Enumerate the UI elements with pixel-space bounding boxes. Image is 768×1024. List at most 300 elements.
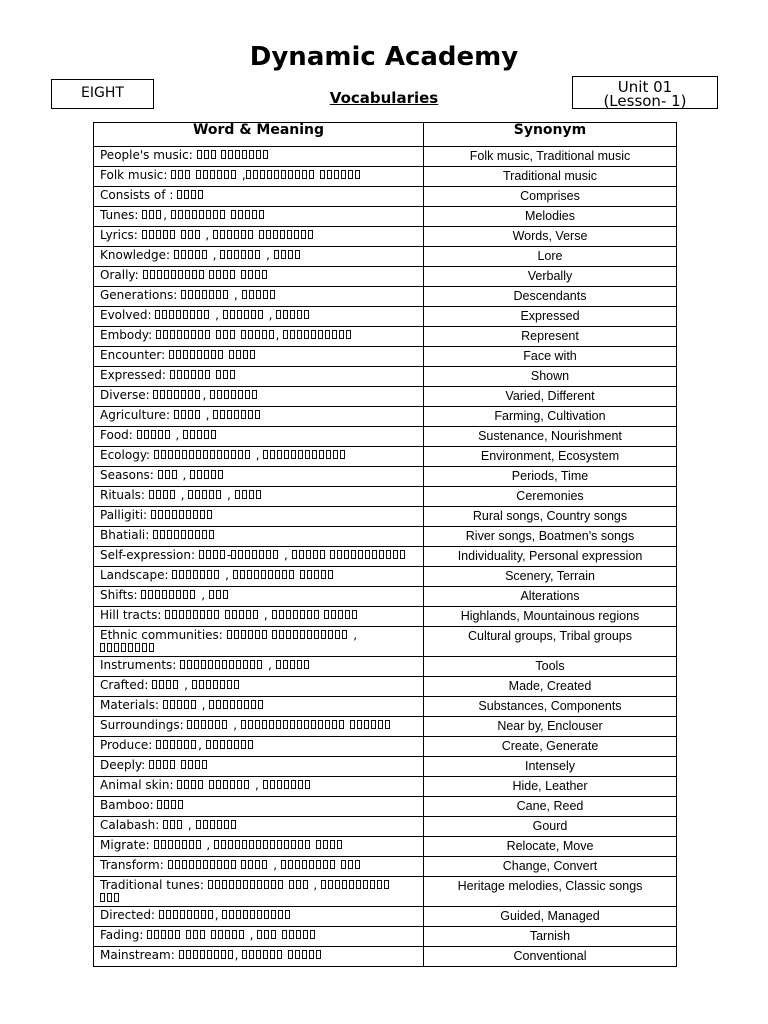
missing-glyph-box [236, 350, 241, 359]
missing-glyph-box [201, 910, 206, 919]
missing-glyph-run [179, 948, 235, 962]
missing-glyph-run [213, 228, 255, 242]
missing-glyph-box [191, 190, 196, 199]
missing-glyph-box [100, 643, 105, 652]
missing-glyph-box [259, 210, 264, 219]
missing-glyph-box [186, 950, 191, 959]
missing-glyph-box [303, 880, 308, 889]
missing-glyph-box [190, 590, 195, 599]
vocab-row [94, 817, 677, 837]
missing-glyph-box [154, 840, 159, 849]
missing-glyph-run [225, 608, 260, 622]
missing-glyph-box [182, 450, 187, 459]
missing-glyph-box [370, 880, 375, 889]
missing-glyph-box [225, 930, 230, 939]
synonym-cell: Create, Generate [424, 737, 677, 757]
missing-glyph-box [208, 660, 213, 669]
missing-glyph-box [144, 430, 149, 439]
missing-glyph-box [185, 170, 190, 179]
missing-glyph-box [308, 230, 313, 239]
missing-glyph-box [207, 950, 212, 959]
missing-glyph-box [169, 310, 174, 319]
missing-glyph-box [195, 390, 200, 399]
missing-glyph-box [371, 720, 376, 729]
missing-glyph-box [231, 860, 236, 869]
vocab-row [94, 927, 677, 947]
missing-glyph-box [216, 290, 221, 299]
missing-glyph-box [214, 610, 219, 619]
missing-glyph-box [378, 720, 383, 729]
missing-glyph-box [178, 800, 183, 809]
missing-glyph-box [283, 310, 288, 319]
missing-glyph-box [266, 550, 271, 559]
missing-glyph-box [316, 840, 321, 849]
missing-glyph-box [195, 290, 200, 299]
missing-glyph-box [128, 643, 133, 652]
missing-glyph-box [217, 820, 222, 829]
missing-glyph-box [156, 210, 161, 219]
missing-glyph-box [107, 893, 112, 902]
synonym-cell: Environment, Ecosystem [424, 447, 677, 467]
missing-glyph-box [223, 270, 228, 279]
missing-glyph-box [213, 550, 218, 559]
word-meaning-cell: Crafted: , [94, 677, 424, 697]
missing-glyph-box [314, 630, 319, 639]
missing-glyph-box [314, 570, 319, 579]
missing-glyph-box [220, 550, 225, 559]
missing-glyph-box [135, 643, 140, 652]
missing-glyph-run [229, 348, 257, 362]
missing-glyph-box [263, 840, 268, 849]
missing-glyph-box [218, 930, 223, 939]
missing-glyph-box [192, 210, 197, 219]
missing-glyph-box [200, 570, 205, 579]
missing-glyph-box [165, 470, 170, 479]
missing-glyph-box [189, 860, 194, 869]
missing-glyph-box [267, 170, 272, 179]
missing-glyph-box [156, 760, 161, 769]
missing-glyph-box [142, 643, 147, 652]
missing-glyph-run [241, 718, 346, 732]
missing-glyph-box [231, 550, 236, 559]
unit-number: Unit 01 [617, 78, 673, 96]
missing-glyph-run [281, 858, 337, 872]
missing-glyph-box [162, 310, 167, 319]
missing-glyph-box [365, 550, 370, 559]
missing-glyph-box [248, 270, 253, 279]
missing-glyph-box [330, 840, 335, 849]
missing-glyph-box [281, 860, 286, 869]
missing-glyph-box [186, 510, 191, 519]
missing-glyph-box [337, 840, 342, 849]
missing-glyph-box [223, 330, 228, 339]
missing-glyph-box [174, 530, 179, 539]
missing-glyph-box [350, 720, 355, 729]
missing-glyph-box [190, 350, 195, 359]
missing-glyph-box [270, 840, 275, 849]
missing-glyph-run [177, 188, 205, 202]
missing-glyph-box [214, 950, 219, 959]
missing-glyph-run [163, 698, 198, 712]
missing-glyph-box [286, 630, 291, 639]
vocab-row [94, 657, 677, 677]
missing-glyph-box [188, 760, 193, 769]
missing-glyph-box [220, 230, 225, 239]
missing-glyph-box [191, 740, 196, 749]
missing-glyph-box [249, 840, 254, 849]
missing-glyph-run [209, 268, 237, 282]
missing-glyph-box [235, 840, 240, 849]
synonym-cell: Rural songs, Country songs [424, 507, 677, 527]
missing-glyph-box [163, 330, 168, 339]
missing-glyph-box [291, 780, 296, 789]
missing-glyph-box [170, 700, 175, 709]
missing-glyph-box [158, 430, 163, 439]
missing-glyph-box [289, 570, 294, 579]
missing-glyph-run [197, 148, 218, 162]
missing-glyph-box [152, 680, 157, 689]
missing-glyph-box [195, 230, 200, 239]
missing-glyph-box [202, 290, 207, 299]
missing-glyph-box [312, 450, 317, 459]
synonym-cell: Sustenance, Nourishment [424, 427, 677, 447]
missing-glyph-box [298, 450, 303, 459]
missing-glyph-box [239, 930, 244, 939]
missing-glyph-run [149, 758, 177, 772]
missing-glyph-box [188, 530, 193, 539]
missing-glyph-box [232, 610, 237, 619]
word-meaning-cell: Folk music: , [94, 167, 424, 187]
vocab-row [94, 947, 677, 967]
missing-glyph-run [170, 368, 212, 382]
missing-glyph-box [349, 880, 354, 889]
missing-glyph-box [238, 210, 243, 219]
missing-glyph-box [175, 450, 180, 459]
missing-glyph-box [253, 610, 258, 619]
missing-glyph-box [289, 880, 294, 889]
missing-glyph-box [284, 780, 289, 789]
missing-glyph-box [193, 570, 198, 579]
missing-glyph-box [165, 430, 170, 439]
word-meaning-cell: Produce: , [94, 737, 424, 757]
missing-glyph-box [175, 860, 180, 869]
missing-glyph-run [196, 168, 238, 182]
missing-glyph-box [206, 680, 211, 689]
missing-glyph-box [171, 270, 176, 279]
missing-glyph-box [155, 310, 160, 319]
missing-glyph-box [345, 610, 350, 619]
word-meaning-cell: Ethnic communities: , [94, 627, 424, 657]
missing-glyph-box [170, 370, 175, 379]
vocab-row [94, 267, 677, 287]
missing-glyph-box [174, 390, 179, 399]
missing-glyph-box [245, 210, 250, 219]
missing-glyph-box [291, 840, 296, 849]
vocab-row [94, 147, 677, 167]
missing-glyph-box [141, 590, 146, 599]
missing-glyph-box [223, 290, 228, 299]
column-header-word: Word & Meaning [94, 123, 424, 147]
missing-glyph-box [197, 150, 202, 159]
missing-glyph-run [143, 268, 206, 282]
missing-glyph-box [224, 170, 229, 179]
missing-glyph-box [323, 840, 328, 849]
missing-glyph-box [290, 660, 295, 669]
missing-glyph-box [199, 680, 204, 689]
missing-glyph-run [172, 568, 221, 582]
missing-glyph-box [258, 700, 263, 709]
missing-glyph-box [200, 950, 205, 959]
missing-glyph-box [306, 550, 311, 559]
missing-glyph-box [224, 450, 229, 459]
missing-glyph-box [263, 950, 268, 959]
missing-glyph-box [191, 330, 196, 339]
vocab-row [94, 547, 677, 567]
missing-glyph-box [243, 350, 248, 359]
missing-glyph-box [223, 310, 228, 319]
missing-glyph-box [309, 860, 314, 869]
missing-glyph-box [154, 450, 159, 459]
missing-glyph-box [196, 170, 201, 179]
missing-glyph-box [328, 630, 333, 639]
missing-glyph-box [208, 720, 213, 729]
missing-glyph-box [157, 800, 162, 809]
missing-glyph-run [246, 168, 316, 182]
synonym-cell: Represent [424, 327, 677, 347]
missing-glyph-box [147, 930, 152, 939]
missing-glyph-box [340, 450, 345, 459]
missing-glyph-box [298, 780, 303, 789]
section-heading: Vocabularies [329, 89, 439, 107]
vocab-row [94, 427, 677, 447]
vocab-row [94, 877, 677, 907]
missing-glyph-run [289, 878, 310, 892]
missing-glyph-box [241, 860, 246, 869]
synonym-cell: Ceremonies [424, 487, 677, 507]
missing-glyph-box [213, 740, 218, 749]
missing-glyph-box [202, 490, 207, 499]
missing-glyph-box [170, 760, 175, 769]
missing-glyph-box [262, 330, 267, 339]
synonym-cell: Guided, Managed [424, 907, 677, 927]
vocab-row [94, 187, 677, 207]
missing-glyph-box [300, 630, 305, 639]
missing-glyph-run [231, 208, 266, 222]
missing-glyph-run [276, 658, 311, 672]
missing-glyph-box [188, 230, 193, 239]
missing-glyph-box [278, 910, 283, 919]
missing-glyph-box [276, 660, 281, 669]
missing-glyph-box [255, 720, 260, 729]
missing-glyph-box [158, 510, 163, 519]
missing-glyph-box [206, 740, 211, 749]
missing-glyph-box [298, 840, 303, 849]
missing-glyph-box [151, 430, 156, 439]
missing-glyph-run [263, 448, 347, 462]
missing-glyph-box [230, 310, 235, 319]
missing-glyph-box [210, 390, 215, 399]
missing-glyph-box [200, 930, 205, 939]
missing-glyph-box [181, 250, 186, 259]
word-meaning-cell: People's music: [94, 147, 424, 167]
vocab-row [94, 447, 677, 467]
missing-glyph-box [163, 230, 168, 239]
missing-glyph-box [311, 330, 316, 339]
missing-glyph-box [194, 720, 199, 729]
missing-glyph-box [249, 150, 254, 159]
missing-glyph-box [220, 740, 225, 749]
missing-glyph-box [241, 250, 246, 259]
missing-glyph-box [231, 210, 236, 219]
missing-glyph-run [274, 248, 302, 262]
missing-glyph-run [163, 818, 184, 832]
missing-glyph-run [216, 328, 237, 342]
missing-glyph-box [148, 590, 153, 599]
missing-glyph-box [228, 150, 233, 159]
missing-glyph-box [181, 410, 186, 419]
missing-glyph-box [342, 630, 347, 639]
missing-glyph-box [231, 170, 236, 179]
missing-glyph-box [244, 310, 249, 319]
missing-glyph-box [276, 310, 281, 319]
missing-glyph-box [202, 250, 207, 259]
missing-glyph-box [238, 450, 243, 459]
missing-glyph-box [210, 450, 215, 459]
missing-glyph-box [235, 150, 240, 159]
missing-glyph-box [234, 250, 239, 259]
missing-glyph-box [233, 570, 238, 579]
missing-glyph-run [259, 228, 315, 242]
missing-glyph-box [188, 390, 193, 399]
missing-glyph-box [293, 630, 298, 639]
missing-glyph-box [296, 880, 301, 889]
missing-glyph-box [176, 350, 181, 359]
word-meaning-cell: Landscape: , [94, 567, 424, 587]
missing-glyph-box [309, 170, 314, 179]
missing-glyph-box [156, 740, 161, 749]
missing-glyph-box [180, 660, 185, 669]
missing-glyph-box [279, 610, 284, 619]
synonym-cell: Hide, Leather [424, 777, 677, 797]
missing-glyph-run [156, 328, 212, 342]
missing-glyph-box [216, 330, 221, 339]
word-meaning-cell: Orally: [94, 267, 424, 287]
missing-glyph-box [176, 310, 181, 319]
missing-glyph-box [149, 760, 154, 769]
missing-glyph-run [223, 308, 265, 322]
missing-glyph-box [200, 510, 205, 519]
missing-glyph-box [270, 780, 275, 789]
missing-glyph-box [304, 660, 309, 669]
missing-glyph-box [100, 893, 105, 902]
missing-glyph-box [231, 390, 236, 399]
synonym-cell: Alterations [424, 587, 677, 607]
missing-glyph-box [241, 720, 246, 729]
missing-glyph-box [203, 170, 208, 179]
missing-glyph-box [320, 170, 325, 179]
missing-glyph-box [174, 250, 179, 259]
missing-glyph-box [304, 310, 309, 319]
missing-glyph-box [208, 910, 213, 919]
missing-glyph-run [155, 308, 211, 322]
missing-glyph-box [227, 410, 232, 419]
missing-glyph-box [203, 820, 208, 829]
missing-glyph-box [327, 170, 332, 179]
missing-glyph-box [295, 860, 300, 869]
synonym-cell: Highlands, Mountainous regions [424, 607, 677, 627]
missing-glyph-box [210, 860, 215, 869]
missing-glyph-box [255, 410, 260, 419]
missing-glyph-box [324, 610, 329, 619]
missing-glyph-run [324, 608, 359, 622]
missing-glyph-box [342, 880, 347, 889]
missing-glyph-run [171, 208, 227, 222]
synonym-cell: Scenery, Terrain [424, 567, 677, 587]
word-meaning-cell: Rituals: , , [94, 487, 424, 507]
missing-glyph-box [215, 880, 220, 889]
table-header-row [94, 123, 677, 147]
word-meaning-cell: Agriculture: , [94, 407, 424, 427]
missing-glyph-box [227, 230, 232, 239]
missing-glyph-box [170, 490, 175, 499]
missing-glyph-box [221, 150, 226, 159]
missing-glyph-box [182, 840, 187, 849]
missing-glyph-box [169, 590, 174, 599]
missing-glyph-run [214, 838, 312, 852]
missing-glyph-run [241, 328, 276, 342]
missing-glyph-box [294, 230, 299, 239]
missing-glyph-box [229, 910, 234, 919]
missing-glyph-box [305, 780, 310, 789]
missing-glyph-box [260, 170, 265, 179]
missing-glyph-box [248, 230, 253, 239]
missing-glyph-box [197, 470, 202, 479]
missing-glyph-run [180, 658, 264, 672]
missing-glyph-box [211, 150, 216, 159]
vocab-row [94, 737, 677, 757]
missing-glyph-run [174, 248, 209, 262]
vocab-row [94, 407, 677, 427]
word-meaning-cell: Fading: , [94, 927, 424, 947]
missing-glyph-box [156, 490, 161, 499]
missing-glyph-run [300, 568, 335, 582]
missing-glyph-box [282, 930, 287, 939]
missing-glyph-box [202, 530, 207, 539]
missing-glyph-box [251, 310, 256, 319]
missing-glyph-run [257, 928, 278, 942]
missing-glyph-run [157, 798, 185, 812]
missing-glyph-box [170, 820, 175, 829]
missing-glyph-box [331, 610, 336, 619]
missing-glyph-box [156, 330, 161, 339]
word-meaning-cell: Migrate: , [94, 837, 424, 857]
missing-glyph-box [293, 610, 298, 619]
missing-glyph-box [290, 330, 295, 339]
missing-glyph-box [297, 660, 302, 669]
missing-glyph-run [272, 628, 349, 642]
missing-glyph-box [229, 660, 234, 669]
missing-glyph-run [288, 948, 323, 962]
vocab-row [94, 857, 677, 877]
missing-glyph-box [234, 230, 239, 239]
missing-glyph-box [150, 270, 155, 279]
missing-glyph-box [248, 740, 253, 749]
missing-glyph-box [263, 450, 268, 459]
missing-glyph-box [356, 880, 361, 889]
missing-glyph-box [223, 370, 228, 379]
word-meaning-cell: Embody: , [94, 327, 424, 347]
missing-glyph-box [173, 910, 178, 919]
